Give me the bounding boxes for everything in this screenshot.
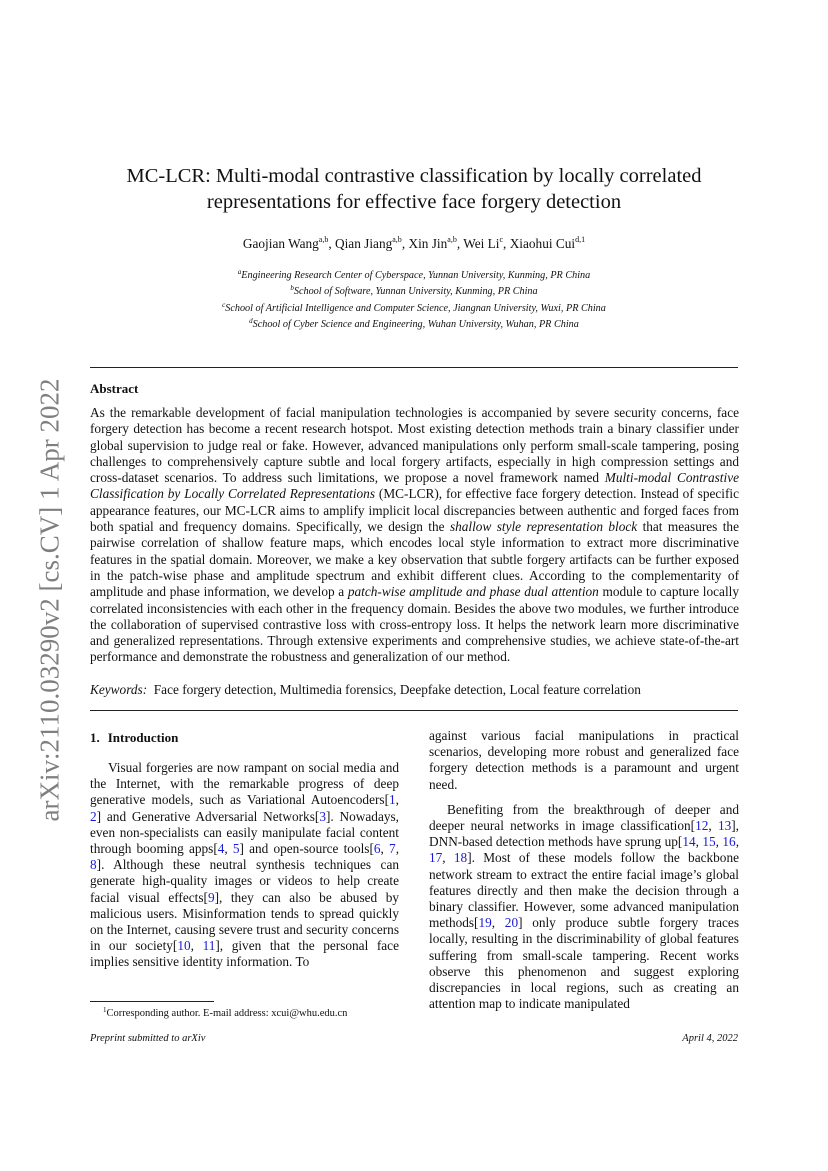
citation-link[interactable]: 11 (202, 938, 216, 954)
affiliation (90, 282, 738, 298)
abstract-text: module to capture locally correlated inconsistencies with each other in the frequency domain. Besides the above two modules, we further introduce the collaboration of supervised contrastive loss with cross-entropy loss. It helps the network learn more discriminative and generalized representations. Through extensive experiments and comprehensive studies, we achieve state-of-the-art performance and demonstrate the robustness and generalization of our method. (90, 584, 739, 665)
paper-title (90, 163, 738, 215)
body-text: ] and Generative Adversarial Networks[ (96, 808, 320, 824)
affiliation-text: School of Cyber Science and Engineering, Wuhan University, Wuhan, PR China (252, 318, 579, 330)
footnote-text: Corresponding author. E-mail address: xcui@whu.edu.cn (106, 1008, 348, 1019)
citation-link[interactable]: 18 (453, 850, 468, 866)
keywords-label: Keywords: (90, 682, 148, 697)
abstract-top-rule (90, 367, 738, 368)
right-column (429, 728, 739, 1012)
author-name: Gaojian Wang (242, 236, 319, 251)
citation-link[interactable]: 3 (319, 808, 326, 824)
body-text: , (715, 834, 723, 850)
intro-paragraph (90, 760, 399, 971)
abstract-emphasis: shallow style representation block (449, 519, 638, 535)
citation-link[interactable]: 19 (478, 915, 492, 931)
author-list: Gaojian Wang$^{a,b}$, Qian Jiang$^{a,b}$, Xin Jin$^{a,b}$, Wei Li$^c$, Xiaohui Cui$^{d,1}$ (242, 235, 586, 251)
body-text: , (491, 915, 505, 931)
abstract-text: that measures the pairwise correlation of shallow feature maps, which encodes local style information to extract more discriminative features in the spatial domain. Moreover, we make a key observation that subtle forgery artifacts can be further exposed in the patch-wise phase and amplitude spectrum and exhibit different clues. According to the complementarity of amplitude and phase information, we develop a (90, 519, 739, 600)
body-text: , (190, 938, 203, 954)
body-text: ], given that the personal face implies sensitive identity information. To (90, 938, 399, 970)
section-number: 1. (90, 730, 100, 745)
body-text: , (380, 841, 390, 857)
footnote-mark: 1 (103, 1006, 107, 1014)
abstract-bottom-rule (90, 710, 738, 711)
body-text: , (708, 818, 718, 834)
affiliation-mark: d (249, 316, 253, 325)
body-text: ], DNN-based detection methods have sprung up[ (429, 818, 739, 850)
citation-link[interactable]: 2 (90, 808, 97, 824)
intro-paragraph (429, 802, 739, 1013)
abstract-heading: Abstract (90, 381, 139, 396)
author-name: Xiaohui Cui (509, 236, 576, 251)
citation-link[interactable]: 7 (389, 841, 396, 857)
paragraph-gap (429, 793, 739, 802)
citation-link[interactable]: 17 (429, 850, 443, 866)
body-text: , (735, 834, 740, 850)
footer-date: April 4, 2022 (682, 1033, 738, 1044)
body-text: , (442, 850, 454, 866)
affiliation-list (90, 266, 738, 331)
affiliation-text: Engineering Research Center of Cyberspace, Yunnan University, Kunming, PR China (241, 270, 591, 281)
footnote-rule (90, 1001, 214, 1002)
citation-link[interactable]: 12 (695, 818, 709, 834)
citation-link[interactable]: 4 (217, 841, 225, 857)
title-line-2: representations for effective face forgery detection (206, 191, 622, 213)
citation-link[interactable]: 15 (702, 834, 716, 850)
body-text: ] and open-source tools[ (239, 841, 374, 857)
citation-link[interactable]: 6 (373, 841, 381, 857)
affiliation-mark: b (290, 284, 294, 293)
author-name: Xin Jin (408, 236, 448, 251)
left-column (90, 760, 399, 971)
affiliation (90, 315, 738, 331)
author-name: Wei Li (463, 236, 500, 251)
body-text: Benefiting from the breakthrough of deeper and deeper neural networks in image classification[ (429, 801, 739, 834)
affiliation (90, 266, 738, 282)
citation-link[interactable]: 1 (389, 792, 396, 808)
body-text: Visual forgeries are now rampant on social media and the Internet, with the remarkable progress of deep generative models, such as Variational Autoencoders[ (90, 760, 399, 808)
citation-link[interactable]: 16 (722, 834, 736, 850)
citation-link[interactable]: 8 (90, 857, 97, 873)
keywords-list: Face forgery detection, Multimedia forensics, Deepfake detection, Local feature correlation (153, 682, 641, 697)
author-name: Qian Jiang (335, 236, 393, 251)
abstract-text: (MC-LCR), for effective face forgery detection. Instead of specific appearance features, our MC-LCR aims to amplify implicit local discrepancies between authentic and forged faces from both spatial and frequency domains. Specifically, we design the (90, 486, 740, 535)
citation-link[interactable]: 20 (504, 915, 519, 931)
body-text: , (695, 834, 703, 850)
abstract-emphasis: patch-wise amplitude and phase dual attention (347, 584, 599, 600)
abstract-body (90, 405, 739, 666)
affiliation-text: School of Software, Yunnan University, Kunming, PR China (293, 286, 538, 298)
body-text: , (395, 792, 399, 808)
keywords (90, 682, 641, 698)
author-affil-mark: d,1 (575, 235, 586, 244)
body-text: ]. Nowadays, even non-specialists can easily manipulate facial content through booming apps[ (90, 808, 399, 857)
citation-link[interactable]: 10 (177, 938, 191, 954)
section-heading (90, 730, 178, 746)
footer-preprint-note: Preprint submitted to arXiv (90, 1033, 206, 1044)
citation-link[interactable]: 5 (232, 841, 240, 857)
body-text: , (224, 841, 233, 857)
body-text: , (395, 841, 400, 857)
arxiv-side-stamp: arXiv:2110.03290v2 [cs.CV] 1 Apr 2022 (34, 378, 65, 822)
abstract-text: As the remarkable development of facial manipulation technologies is accompanied by severe security concerns, face forgery detection has become a recent research hotspot. Most existing detection methods train a binary classifier under global supervision to judge real or fake. However, advanced manipulations only perform small-scale tampering, posing challenges to comprehensively capture subtle and local forgery artifacts, especially in high compression settings and cross-dataset scenarios. To address such limitations, we propose a novel framework named (90, 405, 739, 486)
affiliation (90, 299, 738, 315)
author-affil-mark: a,b (392, 235, 402, 244)
citation-link[interactable]: 13 (717, 818, 732, 834)
body-text: ] only produce subtle forgery traces locally, resulting in the discriminability of global features suffering from small-scale tampering. Recent works observe this phenomenon and suggest exploring discrepancies in local regions, such as creating an attention map to indicate manipulated (429, 915, 739, 1012)
author-affil-mark: c (499, 235, 504, 244)
abstract-emphasis: Multi-modal Contrastive Classification by Locally Correlated Representations (90, 470, 739, 502)
title-line-1: MC-LCR: Multi-modal contrastive classification by locally correlated (126, 165, 702, 187)
footnote (103, 1006, 347, 1019)
author-affil-mark: a,b (318, 235, 329, 244)
body-text: ], they can also be abused by malicious users. Misinformation tends to spread quickly on the Internet, causing severe trust and security concerns in our society[ (90, 889, 399, 954)
affiliation-mark: c (222, 300, 226, 309)
intro-paragraph-continued: against various facial manipulations in practical scenarios, developing more robust and generalized face forgery detection methods is a paramount and urgent need. (429, 728, 739, 792)
affiliation-text: School of Artificial Intelligence and Computer Science, Jiangnan University, Wuxi, PR China (225, 302, 606, 314)
section-title: Introduction (107, 730, 179, 745)
body-text: ]. Although these neutral synthesis techniques can generate high-quality images or videos to help create facial visual effects[ (90, 857, 399, 905)
citation-link[interactable]: 14 (682, 834, 696, 850)
author-affil-mark: a,b (447, 235, 457, 244)
body-text: ]. Most of these models follow the backbone network stream to extract the entire facial image’s global features directly and then make the decision through a binary classifier. However, some advanced manipulation methods[ (429, 850, 739, 931)
citation-link[interactable]: 9 (207, 889, 215, 905)
affiliation-mark: a (237, 268, 242, 276)
